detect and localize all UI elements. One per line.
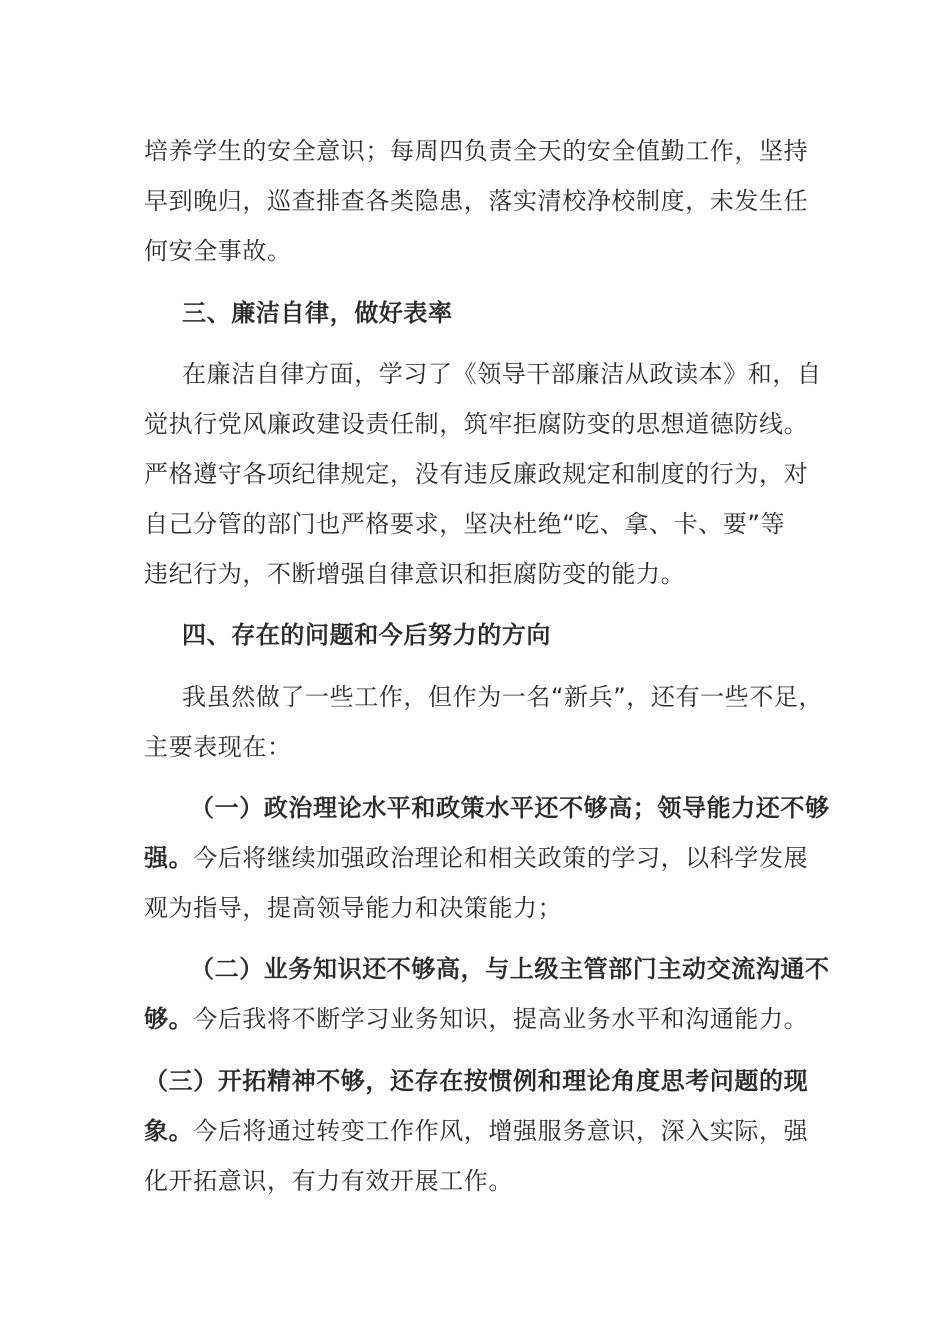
- item-title: （三）开拓精神不够，还存在按惯例和理论角度思考问题的现: [144, 1067, 809, 1095]
- text-line: 觉执行党风廉政建设责任制，筑牢拒腐防变的思想道德防线。: [144, 410, 809, 438]
- paragraph-integrity: [144, 349, 824, 599]
- item-text: 今后将继续加强政治理论和相关政策的学习，以科学发展: [193, 844, 809, 872]
- text-line: 早到晚归，巡查排查各类隐患，落实清校净校制度，未发生任: [144, 187, 809, 215]
- problem-item-1: [144, 783, 830, 933]
- text-line: 在廉洁自律方面，学习了《领导干部廉洁从政读本》和，自: [182, 360, 822, 388]
- paragraph-safety-duty: [144, 126, 824, 276]
- text-line: 违纪行为，不断增强自律意识和拒腐防变的能力。: [144, 560, 686, 588]
- section-heading-integrity: 三、廉洁自律，做好表率: [182, 299, 453, 327]
- text-line: 化开拓意识，有力有效开展工作。: [144, 1167, 513, 1195]
- text-line: 何安全事故。: [144, 237, 292, 265]
- problem-item-3: [144, 1056, 824, 1206]
- paragraph-shortcomings-intro: [144, 672, 824, 772]
- item-text: 今后我将不断学习业务知识，提高业务水平和沟通能力。: [193, 1005, 809, 1033]
- item-title: （一）政治理论水平和政策水平还不够高；领导能力还不够: [190, 794, 830, 822]
- text-line: 自己分管的部门也严格要求，坚决杜绝“吃、拿、卡、要”等: [144, 510, 786, 538]
- text-line: 主要表现在：: [144, 733, 292, 761]
- item-title-end: 够。: [144, 1005, 194, 1033]
- section-heading-problems: 四、存在的问题和今后努力的方向: [182, 621, 551, 649]
- text-line: 观为指导，提高领导能力和决策能力；: [144, 894, 563, 922]
- item-title-end: 强。: [144, 844, 194, 872]
- problem-item-2: [144, 944, 830, 1044]
- text-line: 我虽然做了一些工作，但作为一名“新兵”，还有一些不足，: [182, 683, 824, 711]
- text-line: 严格遵守各项纪律规定，没有违反廉政规定和制度的行为，对: [144, 460, 809, 488]
- item-title: （二）业务知识还不够高，与上级主管部门主动交流沟通不: [190, 955, 830, 983]
- text-line: 培养学生的安全意识；每周四负责全天的安全值勤工作，坚持: [144, 137, 809, 165]
- item-title-end: 象。: [144, 1117, 194, 1145]
- item-text: 今后将通过转变工作作风，增强服务意识，深入实际，强: [193, 1117, 809, 1145]
